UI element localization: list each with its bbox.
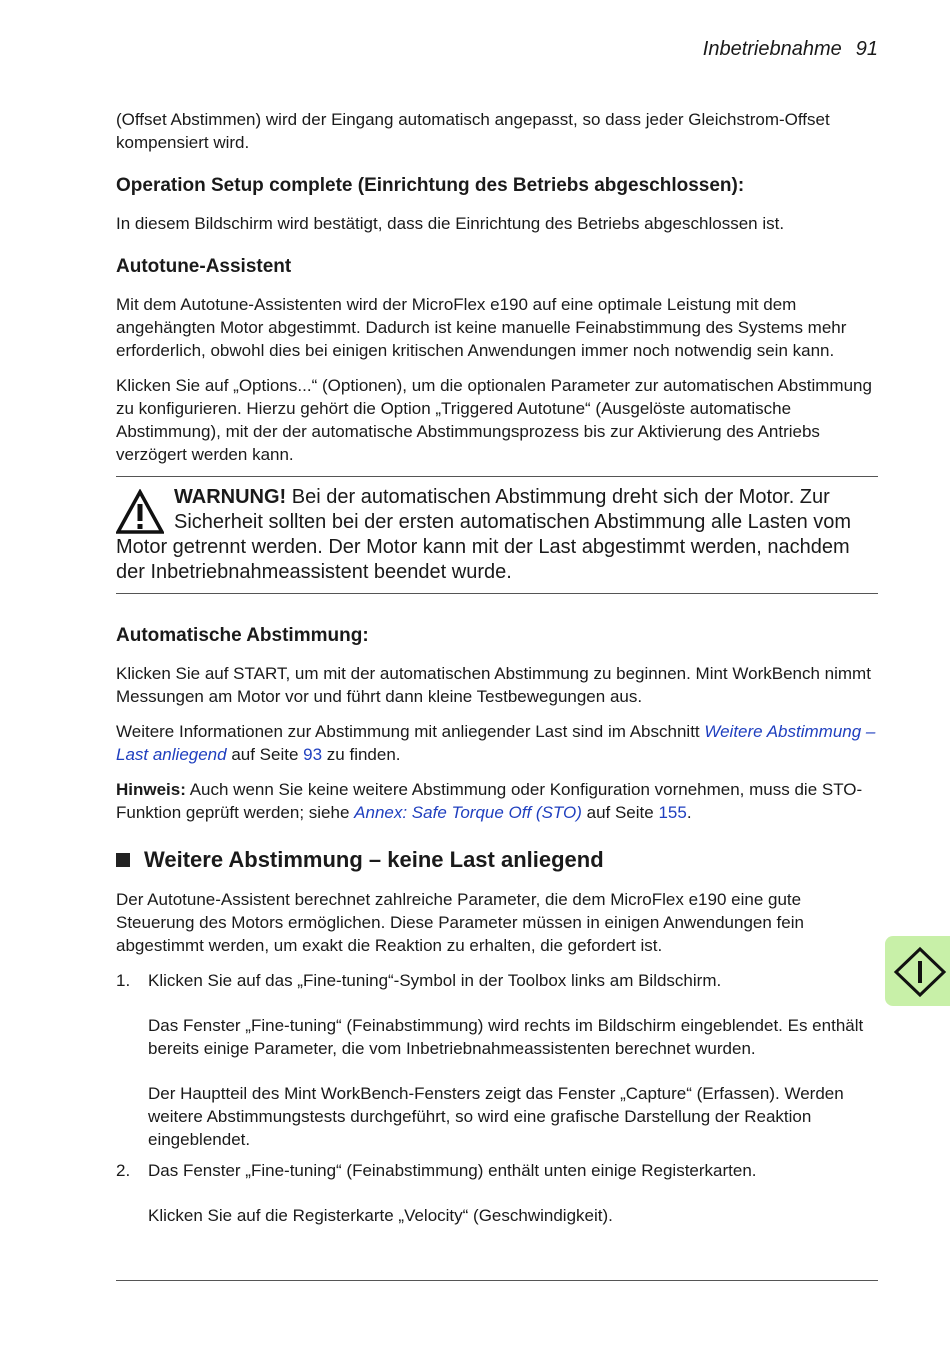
- intro-paragraph: (Offset Abstimmen) wird der Eingang automatisch angepasst, so dass jeder Gleichstrom-Offset kompensiert wird.: [116, 110, 830, 152]
- page-header: [703, 38, 878, 61]
- para2-mid: auf Seite: [226, 745, 304, 764]
- para2-prefix: Weitere Informationen zur Abstimmung mit anliegender Last sind im Abschnitt: [116, 722, 705, 741]
- step-number: 2.: [116, 1161, 131, 1180]
- header-page-number: 91: [855, 38, 878, 60]
- link-page-93[interactable]: 93: [303, 745, 323, 764]
- step-text: Das Fenster „Fine-tuning“ (Feinabstimmung) enthält unten einige Registerkarten.: [148, 1161, 757, 1180]
- footer-rule: [116, 1280, 878, 1281]
- link-weitere-abstimmung[interactable]: Weitere Abstimmung – Last anliegend: [116, 722, 876, 764]
- step-text: Klicken Sie auf das „Fine-tuning“-Symbol in der Toolbox links am Bildschirm.: [148, 971, 722, 990]
- list-item: [116, 969, 878, 1151]
- step-number: 1.: [116, 971, 131, 990]
- autotune-heading: Autotune-Assistent: [116, 256, 292, 277]
- fine-tuning-steps: [116, 969, 878, 1227]
- warning-label: WARNUNG!: [174, 486, 287, 508]
- note-label: Hinweis:: [116, 780, 186, 799]
- header-section: Inbetriebnahme: [702, 38, 842, 60]
- note-suffix: .: [686, 803, 692, 822]
- section-tab[interactable]: [885, 936, 950, 1006]
- auto-tuning-para2: [116, 720, 878, 766]
- para2-suffix: zu finden.: [322, 745, 401, 764]
- autotune-para2: Klicken Sie auf „Options...“ (Optionen), um die optionalen Parameter zur automatischen Abstimmung zu konfigurieren. Hierzu gehört die Option „Triggered Autotune“ (Ausgelöste automatische Abstimmung), mit der der automatische Abstimmungsprozess bis zur Aktivierung des Antriebs verzögert werden kann.: [116, 376, 872, 464]
- auto-tuning-heading: Automatische Abstimmung:: [116, 625, 369, 646]
- step-text: Der Hauptteil des Mint WorkBench-Fensters zeigt das Fenster „Capture“ (Erfassen). Werden weitere Abstimmungstests durchgeführt, so wird eine grafische Darstellung der Reaktion eingeblendet.: [148, 1084, 844, 1149]
- step-text: Das Fenster „Fine-tuning“ (Feinabstimmung) wird rechts im Bildschirm eingeblendet. Es enthält bereits einige Parameter, die vom Inbetriebnahmeassistenten berechnet wurden.: [148, 1016, 864, 1058]
- link-page-155[interactable]: 155: [658, 803, 687, 822]
- page-content: [116, 108, 878, 1235]
- fine-tuning-intro: Der Autotune-Assistent berechnet zahlreiche Parameter, die dem MicroFlex e190 eine gute Steuerung des Motors ermöglichen. Diese Parameter müssen in einigen Anwendungen fein abgestimmt werden, um exakt die Reaktion zu erhalten, die gefordert ist.: [116, 890, 804, 955]
- start-up-diamond-icon: [891, 946, 949, 998]
- step-text: Klicken Sie auf die Registerkarte „Velocity“ (Geschwindigkeit).: [148, 1206, 613, 1225]
- link-annex-sto[interactable]: Annex: Safe Torque Off (STO): [354, 803, 582, 822]
- fine-tuning-heading-text: Weitere Abstimmung – keine Last anliegend: [144, 847, 604, 872]
- note-mid: auf Seite: [581, 803, 659, 822]
- note-prefix: Auch wenn Sie keine weitere Abstimmung oder Konfiguration vornehmen, muss die STO-Funktion geprüft werden; siehe: [116, 780, 863, 822]
- auto-tuning-note: [116, 778, 878, 824]
- warning-triangle-icon: [116, 489, 164, 535]
- list-item: [116, 1159, 878, 1227]
- section-square-icon: [116, 853, 130, 867]
- autotune-para1: Mit dem Autotune-Assistenten wird der MicroFlex e190 auf eine optimale Leistung mit dem angehängten Motor abgestimmt. Dadurch ist keine manuelle Feinabstimmung des Systems mehr erforderlich, obwohl dies bei einigen kritischen Anwendungen immer noch notwendig sein kann.: [116, 295, 847, 360]
- operation-setup-text: In diesem Bildschirm wird bestätigt, dass die Einrichtung des Betriebs abgeschlossen ist.: [116, 214, 785, 233]
- fine-tuning-heading: [112, 846, 878, 874]
- operation-setup-heading: Operation Setup complete (Einrichtung des Betriebs abgeschlossen):: [116, 175, 745, 196]
- warning-text: Bei der automatischen Abstimmung dreht sich der Motor. Zur Sicherheit sollten bei der ersten automatischen Abstimmung alle Lasten vom Motor getrennt werden. Der Motor kann mit der Last abgestimmt werden, nachdem der Inbetriebnahmeassistent beendet wurde.: [116, 486, 852, 583]
- auto-tuning-para1: Klicken Sie auf START, um mit der automatischen Abstimmung zu beginnen. Mint WorkBench nimmt Messungen am Motor vor und führt dann kleine Testbewegungen aus.: [116, 664, 871, 706]
- warning-box: [116, 476, 878, 594]
